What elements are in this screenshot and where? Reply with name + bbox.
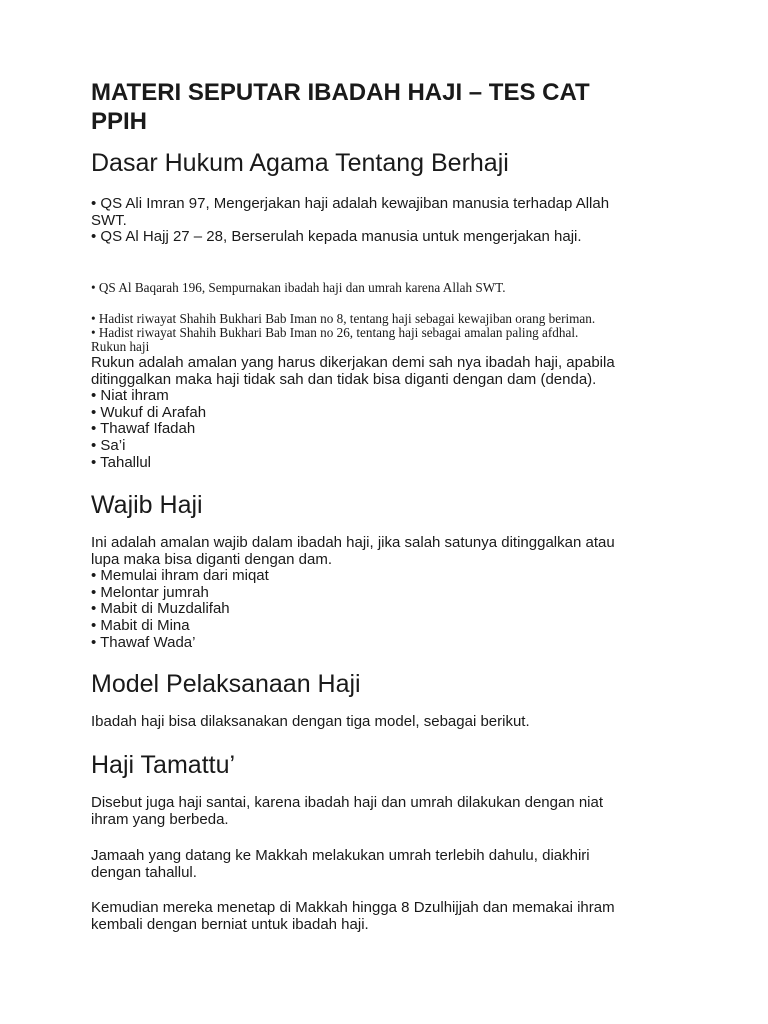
list-item: • QS Al Hajj 27 – 28, Berserulah kepada manusia untuk mengerjakan haji. bbox=[91, 228, 582, 246]
list-item: • Thawaf Ifadah bbox=[91, 420, 196, 438]
rukun-haji-section bbox=[91, 355, 666, 471]
subheading-rukun-haji: Rukun haji bbox=[91, 339, 150, 354]
list-item: SWT. bbox=[91, 211, 127, 229]
list-item: • Hadist riwayat Shahih Bukhari Bab Iman no 26, tentang haji sebagai amalan paling afdhal. bbox=[91, 325, 579, 340]
list-item: • Wukuf di Arafah bbox=[91, 403, 207, 421]
document-title: MATERI SEPUTAR IBADAH HAJI – TES CAT PPIH bbox=[91, 79, 590, 135]
list-item: • Thawaf Wada’ bbox=[91, 633, 196, 651]
paragraph-line: Jamaah yang datang ke Makkah melakukan umrah terlebih dahulu, diakhiri bbox=[91, 847, 590, 864]
paragraph-line: Rukun adalah amalan yang harus dikerjakan demi sah nya ibadah haji, apabila bbox=[91, 354, 615, 371]
list-item: • Sa’i bbox=[91, 436, 126, 454]
heading-dasar-hukum: Dasar Hukum Agama Tentang Berhaji bbox=[91, 149, 509, 177]
paragraph-line: lupa maka bisa diganti dengan dam. bbox=[91, 550, 332, 568]
paragraph-line: Ibadah haji bisa dilaksanakan dengan tiga model, sebagai berikut. bbox=[91, 713, 530, 730]
paragraph-line: kembali dengan berniat untuk ibadah haji. bbox=[91, 915, 369, 933]
list-item: • Hadist riwayat Shahih Bukhari Bab Iman no 8, tentang haji sebagai kewajiban orang beriman. bbox=[91, 311, 596, 326]
list-item: • Memulai ihram dari miqat bbox=[91, 567, 269, 585]
tamattu-paragraph-3 bbox=[91, 900, 666, 933]
heading-wajib-haji: Wajib Haji bbox=[91, 491, 203, 519]
wajib-haji-section bbox=[91, 535, 666, 651]
heading-model-pelaksanaan: Model Pelaksanaan Haji bbox=[91, 670, 361, 698]
tamattu-paragraph-1 bbox=[91, 795, 666, 828]
paragraph-line: ditinggalkan maka haji tidak sah dan tidak bisa diganti dengan dam (denda). bbox=[91, 370, 597, 388]
list-item: • Mabit di Muzdalifah bbox=[91, 600, 230, 618]
list-item: • Melontar jumrah bbox=[91, 583, 209, 601]
paragraph-line: ihram yang berbeda. bbox=[91, 810, 229, 828]
paragraph-line: dengan tahallul. bbox=[91, 863, 197, 881]
paragraph-line: Disebut juga haji santai, karena ibadah haji dan umrah dilakukan dengan niat bbox=[91, 794, 604, 811]
tamattu-paragraph-2 bbox=[91, 848, 666, 881]
serif-quote-baqarah bbox=[91, 281, 666, 295]
dasar-hukum-list bbox=[91, 196, 666, 246]
list-item: • Niat ihram bbox=[91, 387, 169, 405]
paragraph-line: Ini adalah amalan wajib dalam ibadah haji, jika salah satunya ditinggalkan atau bbox=[91, 534, 615, 551]
heading-haji-tamattu: Haji Tamattu’ bbox=[91, 751, 236, 779]
paragraph-line: Kemudian mereka menetap di Makkah hingga 8 Dzulhijjah dan memakai ihram bbox=[91, 899, 615, 916]
list-item: • QS Ali Imran 97, Mengerjakan haji adalah kewajiban manusia terhadap Allah bbox=[91, 195, 610, 212]
list-item: • QS Al Baqarah 196, Sempurnakan ibadah haji dan umrah karena Allah SWT. bbox=[91, 280, 506, 295]
model-pelaksanaan-text bbox=[91, 714, 666, 731]
list-item: • Mabit di Mina bbox=[91, 616, 190, 634]
list-item: • Tahallul bbox=[91, 453, 152, 471]
serif-hadist-list bbox=[91, 312, 666, 354]
